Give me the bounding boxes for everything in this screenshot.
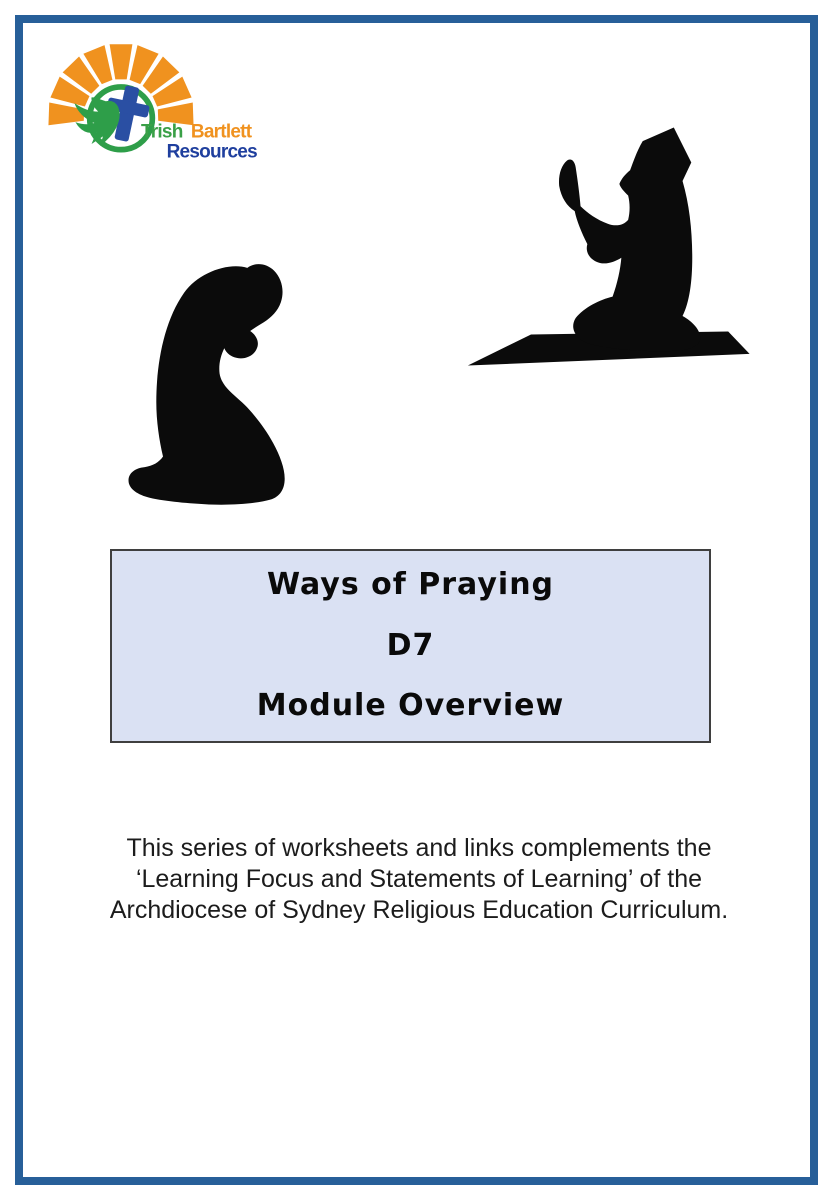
praying-figure [559, 128, 700, 352]
description-line-3: Archdiocese of Sydney Religious Education Curriculum. [109, 896, 729, 924]
svg-text:Trish Bartlett [141, 121, 253, 142]
title-line-2: D7 [386, 627, 435, 663]
logo-text-bartlett: Bartlett [190, 121, 252, 143]
logo-text-resources: Resources [166, 141, 257, 163]
trish-bartlett-resources-logo [45, 36, 273, 174]
description-paragraph [59, 833, 779, 926]
title-line-3: Module Overview [256, 688, 565, 723]
title-line-1: Ways of Praying [266, 567, 555, 602]
description-line-1: This series of worksheets and links complements the [126, 834, 712, 862]
description-line-2: ‘Learning Focus and Statements of Learning’ of the [135, 865, 703, 893]
man-praying-on-mat-silhouette [438, 112, 760, 384]
logo-text-trish: Trish [140, 121, 183, 143]
kneeling-praying-man-silhouette [103, 218, 315, 515]
title-box [110, 549, 711, 743]
